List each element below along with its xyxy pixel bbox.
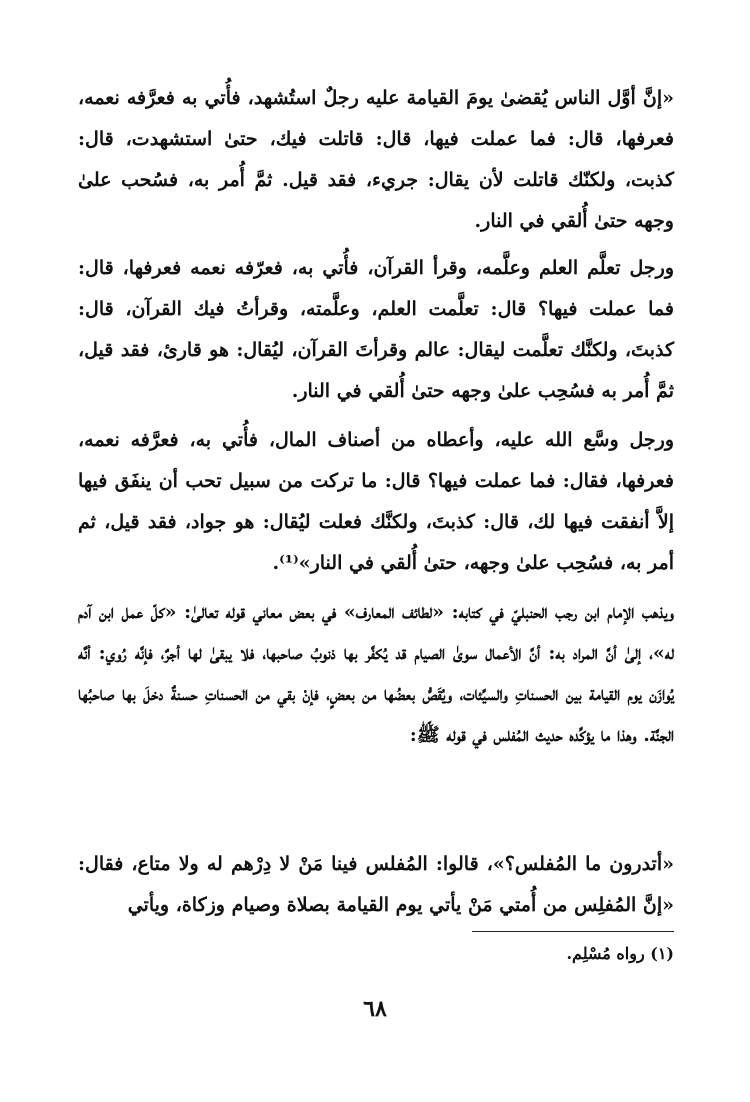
paragraph-1: «إنَّ أوَّل الناس يُقضىٰ يومَ القيامة عليه رجلٌ استُشهد، فأُتي به فعرَّفه نعمه، فعرفها، قال: فما عملت فيها، قال: قاتلت فيك، حتىٰ استشهدت، قال: كذبت، ولكنّك قاتلت لأن يقال: جريء، فقد قيل. ثمَّ أُمر به، فسُحب علىٰ وجهه حتىٰ أُلقي في النار. — [78, 87, 674, 232]
footnote: (١) رواه مُسْلِم. — [566, 944, 674, 963]
paragraph-5: «أتدرون ما المُفلس؟»، قالوا: المُفلس فينا مَنْ لا دِرْهم له ولا متاع، فقال: «إنَّ المُفلِس من أُمتي مَنْ يأتي يوم القيامة بصلاة وصيام وزكاة، ويأتي — [78, 853, 674, 916]
paragraph-3: ورجل وسَّع الله عليه، وأعطاه من أصناف المال، فأُتي به، فعرَّفه نعمه، فعرفها، فقال: فما عملت فيها؟ قال: ما تركت من سبيل تحب أن ينفَق فيها إلاَّ أنفقت فيها لك، قال: كذبتَ، ولكنَّك فعلت ليُقال: هو جواد، فقد قيل، ثم أمر به، فسُحِب علىٰ وجهه، حتىٰ أُلقي في النار»⁽¹⁾. — [78, 429, 674, 574]
page-number: ٦٨ — [363, 996, 387, 1022]
paragraph-4: ويذهب الإمام ابن رجب الحنبليّ في كتابه: «لطائف المعارف» في بعض معاني قوله تعالىٰ: «كلّ عمل ابن آدم له»، إلىٰ أنَّ المراد به: أنَّ الأعمال سوىٰ الصيام قد يُكفَّر بها ذنوبُ صاحبها، فلا يبقىٰ لها أجرٌ، فإنَّه رُوي: أنَّه يُوازَن يوم القيامة بين الحسناتِ والسيِّئات، ويُقَصُّ بعضُها من بعضٍ، فإنْ بقي من الحسناتِ حسنةٌ دخلَ بها صاحبُها الجنَّة. وهذا ما يؤكِّده حديث المُفلس في قوله ﷺ: — [78, 601, 674, 746]
paragraph-2: ورجل تعلَّم العلم وعلَّمه، وقرأ القرآن، فأُتي به، فعرّفه نعمه فعرفها، قال: فما عملت فيها؟ قال: تعلَّمت العلم، وعلَّمته، وقرأتُ فيك القرآن، قال: كذبتَ، ولكنَّك تعلَّمت ليقال: عالم وقرأتَ القرآن، ليُقال: هو قارئ، فقد قيل، ثمَّ أُمر به فسُحِب علىٰ وجهه حتىٰ أُلقي في النار. — [78, 257, 675, 402]
footnote-divider — [472, 931, 674, 932]
